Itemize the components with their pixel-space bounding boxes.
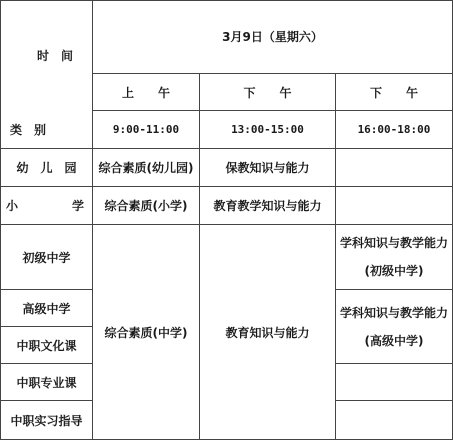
primary-morning-subject: 综合素质(小学) — [104, 199, 188, 213]
senior-late-subject-line2: (高级中学) — [364, 333, 424, 348]
session-afternoon: 下 午 — [243, 85, 292, 100]
exam-date: 3月9日（星期六） — [222, 29, 323, 44]
secondary-afternoon-subject: 教育知识与能力 — [225, 325, 310, 340]
senior-late-subject — [336, 290, 452, 363]
row-label-senior: 高级中学 — [22, 301, 71, 316]
junior-late-subject — [336, 225, 452, 289]
row-label-vocational-major: 中职专业课 — [16, 375, 77, 390]
session-late-afternoon: 下 午 — [369, 85, 418, 100]
primary-afternoon-subject: 教育教学知识与能力 — [213, 199, 322, 213]
senior-late-subject-line1: 学科知识与教学能力 — [339, 305, 448, 320]
divider-major-late — [335, 400, 453, 401]
junior-late-subject-line2: (初级中学) — [364, 264, 424, 278]
time-morning: 9:00-11:00 — [112, 123, 180, 136]
row-label-primary-left: 小 — [6, 199, 19, 213]
kindergarten-morning-subject: 综合素质(幼儿园) — [98, 161, 194, 175]
divider-senior-late — [335, 363, 453, 364]
junior-late-subject-line1: 学科知识与教学能力 — [339, 236, 448, 250]
row-label-vocational-culture: 中职文化课 — [16, 338, 77, 353]
time-late-afternoon: 16:00-18:00 — [357, 123, 431, 136]
time-afternoon: 13:00-15:00 — [231, 123, 304, 136]
time-header-label: 时 间 — [36, 48, 73, 63]
kindergarten-afternoon-subject: 保教知识与能力 — [225, 161, 310, 175]
row-label-kindergarten: 幼 儿 园 — [16, 161, 77, 175]
table-border-top — [0, 0, 453, 1]
row-label-junior: 初级中学 — [22, 250, 71, 265]
session-morning: 上 午 — [121, 85, 170, 100]
secondary-morning-subject: 综合素质(中学) — [104, 325, 188, 340]
row-label-vocational-practice: 中职实习指导 — [10, 413, 83, 428]
row-label-primary-right: 学 — [71, 199, 84, 213]
category-header-label: 类 别 — [10, 122, 47, 137]
